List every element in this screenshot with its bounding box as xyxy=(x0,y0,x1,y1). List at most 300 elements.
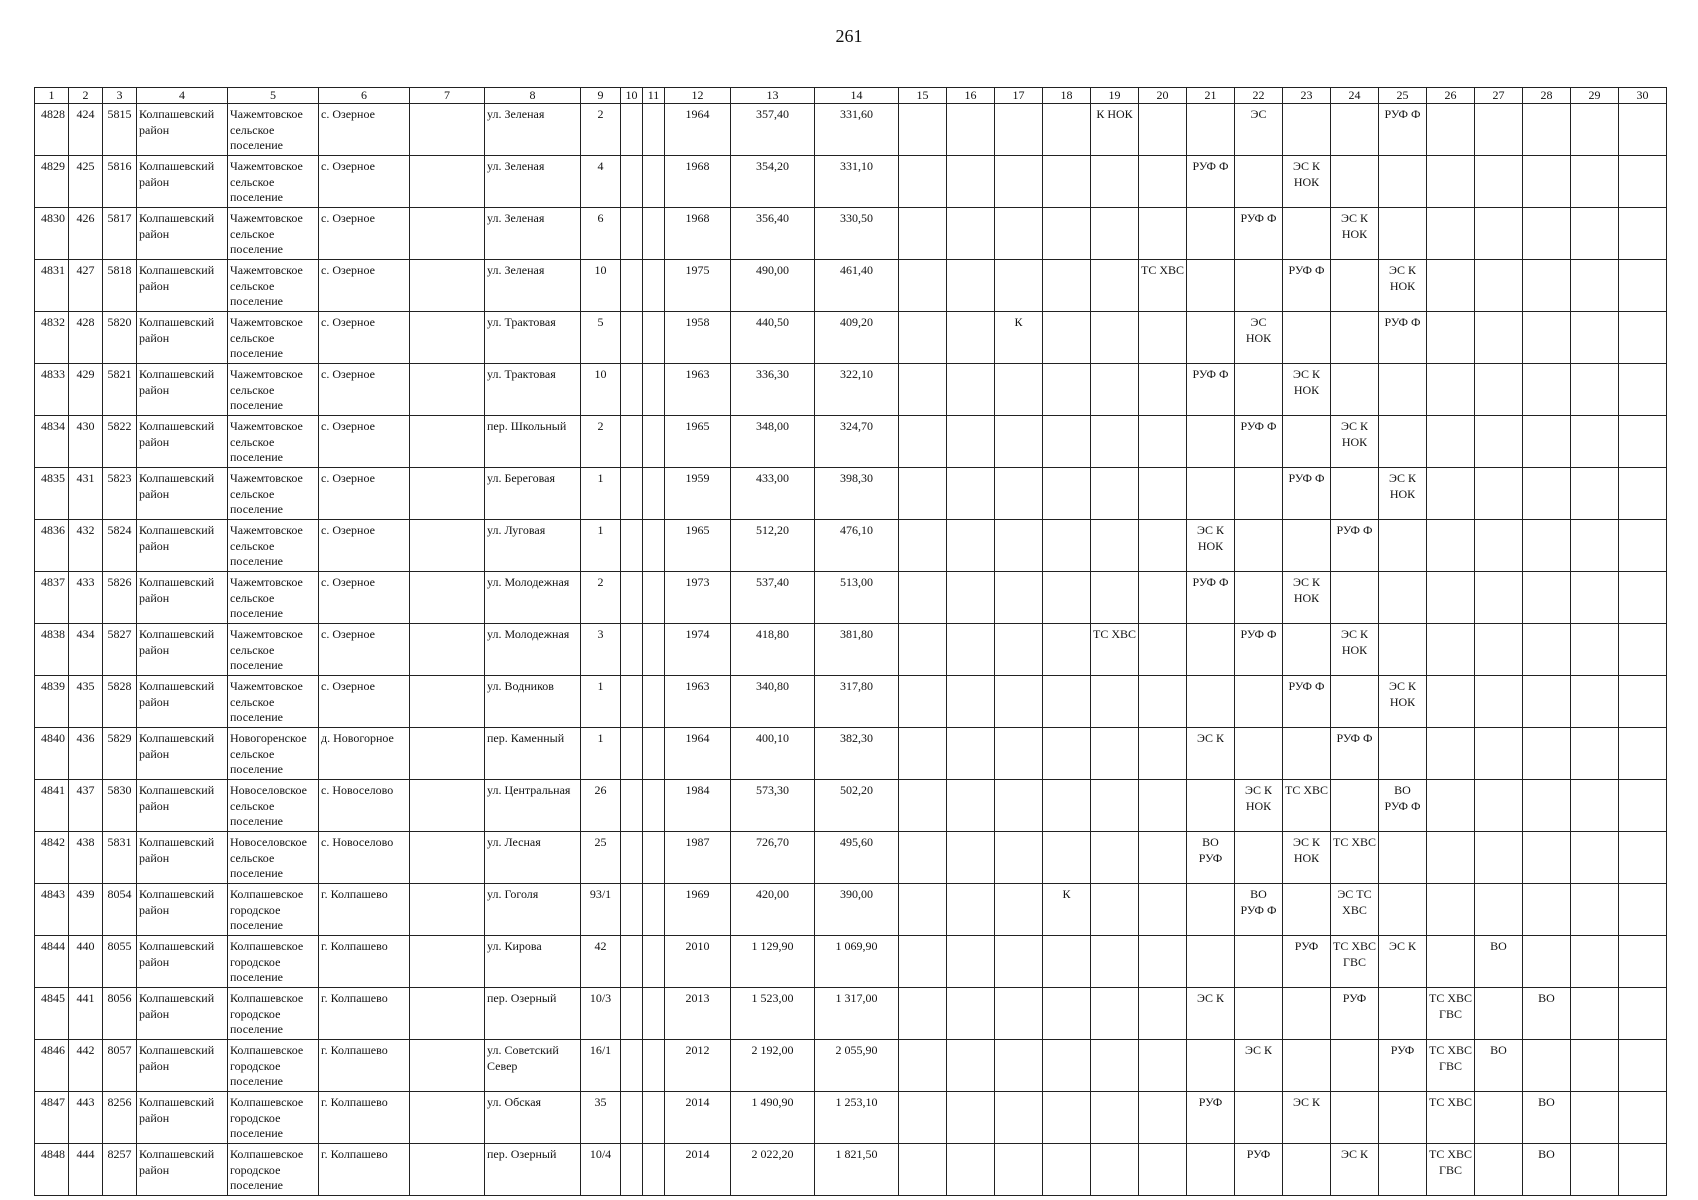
table-cell-col-9: 10/4 xyxy=(581,1144,621,1196)
table-cell-col-20 xyxy=(1139,884,1187,936)
table-cell-col-17 xyxy=(995,1092,1043,1144)
table-row xyxy=(35,988,1667,1040)
table-cell-col-3: 5831 xyxy=(103,832,137,884)
table-cell-col-23: РУФ Ф xyxy=(1283,260,1331,312)
table-cell-col-27 xyxy=(1475,312,1523,364)
table-row xyxy=(35,1092,1667,1144)
table-cell-col-5: Чажемтовское сельское поселение xyxy=(228,624,319,676)
registry-table-container xyxy=(34,87,1666,1196)
table-cell-col-3: 8055 xyxy=(103,936,137,988)
table-cell-col-16 xyxy=(947,1092,995,1144)
table-cell-col-11 xyxy=(643,468,665,520)
table-cell-col-29 xyxy=(1571,416,1619,468)
table-cell-col-14: 381,80 xyxy=(815,624,899,676)
table-cell-col-30 xyxy=(1619,312,1667,364)
table-cell-col-20 xyxy=(1139,208,1187,260)
table-row xyxy=(35,936,1667,988)
table-cell-col-9: 2 xyxy=(581,104,621,156)
table-cell-col-22 xyxy=(1235,728,1283,780)
table-cell-col-28 xyxy=(1523,104,1571,156)
table-cell-col-21: ЭС К xyxy=(1187,728,1235,780)
table-cell-col-3: 5828 xyxy=(103,676,137,728)
table-cell-col-21 xyxy=(1187,884,1235,936)
table-cell-col-16 xyxy=(947,832,995,884)
table-cell-col-1: 4837 xyxy=(35,572,69,624)
table-row xyxy=(35,364,1667,416)
table-cell-col-25: ЭС К НОК xyxy=(1379,260,1427,312)
table-cell-col-27 xyxy=(1475,520,1523,572)
column-header-30: 30 xyxy=(1619,88,1667,104)
table-cell-col-22 xyxy=(1235,832,1283,884)
table-cell-col-17 xyxy=(995,364,1043,416)
table-cell-col-7 xyxy=(410,1040,485,1092)
table-cell-col-21 xyxy=(1187,416,1235,468)
table-cell-col-28: ВО xyxy=(1523,988,1571,1040)
table-cell-col-17 xyxy=(995,676,1043,728)
column-header-20: 20 xyxy=(1139,88,1187,104)
table-cell-col-6: с. Новоселово xyxy=(319,832,410,884)
table-cell-col-22: ЭС К xyxy=(1235,1040,1283,1092)
table-cell-col-19 xyxy=(1091,1040,1139,1092)
table-cell-col-30 xyxy=(1619,416,1667,468)
table-cell-col-26 xyxy=(1427,780,1475,832)
table-cell-col-22: РУФ Ф xyxy=(1235,624,1283,676)
table-cell-col-21 xyxy=(1187,780,1235,832)
table-cell-col-1: 4832 xyxy=(35,312,69,364)
table-cell-col-11 xyxy=(643,832,665,884)
table-cell-col-20 xyxy=(1139,104,1187,156)
column-header-24: 24 xyxy=(1331,88,1379,104)
table-cell-col-21 xyxy=(1187,104,1235,156)
table-cell-col-3: 8256 xyxy=(103,1092,137,1144)
table-cell-col-18 xyxy=(1043,208,1091,260)
table-cell-col-15 xyxy=(899,624,947,676)
table-cell-col-5: Чажемтовское сельское поселение xyxy=(228,208,319,260)
table-cell-col-28 xyxy=(1523,572,1571,624)
table-cell-col-21 xyxy=(1187,936,1235,988)
table-cell-col-20 xyxy=(1139,1040,1187,1092)
table-cell-col-15 xyxy=(899,520,947,572)
table-cell-col-24: ЭС К НОК xyxy=(1331,416,1379,468)
table-body xyxy=(35,104,1667,1196)
table-cell-col-17 xyxy=(995,832,1043,884)
table-row xyxy=(35,104,1667,156)
table-cell-col-7 xyxy=(410,260,485,312)
table-cell-col-18 xyxy=(1043,572,1091,624)
table-cell-col-13: 356,40 xyxy=(731,208,815,260)
table-cell-col-19 xyxy=(1091,364,1139,416)
table-cell-col-26 xyxy=(1427,104,1475,156)
table-cell-col-19 xyxy=(1091,1144,1139,1196)
table-cell-col-2: 441 xyxy=(69,988,103,1040)
table-cell-col-17 xyxy=(995,728,1043,780)
table-cell-col-20 xyxy=(1139,780,1187,832)
table-cell-col-16 xyxy=(947,156,995,208)
table-cell-col-20 xyxy=(1139,312,1187,364)
table-cell-col-12: 1968 xyxy=(665,208,731,260)
table-cell-col-27 xyxy=(1475,468,1523,520)
table-cell-col-24 xyxy=(1331,156,1379,208)
table-cell-col-28 xyxy=(1523,936,1571,988)
table-cell-col-14: 1 317,00 xyxy=(815,988,899,1040)
table-cell-col-14: 322,10 xyxy=(815,364,899,416)
table-cell-col-12: 1968 xyxy=(665,156,731,208)
table-cell-col-29 xyxy=(1571,728,1619,780)
table-cell-col-26 xyxy=(1427,676,1475,728)
table-cell-col-9: 4 xyxy=(581,156,621,208)
column-header-21: 21 xyxy=(1187,88,1235,104)
table-cell-col-8: ул. Обская xyxy=(485,1092,581,1144)
table-cell-col-17 xyxy=(995,624,1043,676)
table-cell-col-22 xyxy=(1235,364,1283,416)
table-cell-col-9: 6 xyxy=(581,208,621,260)
table-cell-col-10 xyxy=(621,676,643,728)
table-cell-col-18 xyxy=(1043,988,1091,1040)
table-cell-col-26 xyxy=(1427,884,1475,936)
table-cell-col-9: 1 xyxy=(581,468,621,520)
table-cell-col-2: 433 xyxy=(69,572,103,624)
table-cell-col-17 xyxy=(995,520,1043,572)
table-cell-col-27 xyxy=(1475,676,1523,728)
table-cell-col-8: пер. Озерный xyxy=(485,988,581,1040)
table-cell-col-7 xyxy=(410,104,485,156)
table-cell-col-12: 1965 xyxy=(665,416,731,468)
table-cell-col-16 xyxy=(947,260,995,312)
table-cell-col-18 xyxy=(1043,364,1091,416)
table-cell-col-16 xyxy=(947,676,995,728)
table-cell-col-6: г. Колпашево xyxy=(319,936,410,988)
table-cell-col-29 xyxy=(1571,364,1619,416)
table-cell-col-7 xyxy=(410,988,485,1040)
table-cell-col-11 xyxy=(643,572,665,624)
table-cell-col-9: 35 xyxy=(581,1092,621,1144)
table-cell-col-11 xyxy=(643,1040,665,1092)
table-cell-col-21 xyxy=(1187,624,1235,676)
table-cell-col-26 xyxy=(1427,364,1475,416)
table-cell-col-21: ВО РУФ xyxy=(1187,832,1235,884)
table-cell-col-10 xyxy=(621,988,643,1040)
table-cell-col-20 xyxy=(1139,936,1187,988)
table-cell-col-14: 331,60 xyxy=(815,104,899,156)
table-cell-col-2: 439 xyxy=(69,884,103,936)
table-cell-col-19 xyxy=(1091,676,1139,728)
table-cell-col-23: РУФ xyxy=(1283,936,1331,988)
table-cell-col-17: К xyxy=(995,312,1043,364)
table-cell-col-9: 10 xyxy=(581,260,621,312)
table-cell-col-27 xyxy=(1475,104,1523,156)
table-cell-col-27: ВО xyxy=(1475,1040,1523,1092)
table-cell-col-6: г. Колпашево xyxy=(319,988,410,1040)
column-header-6: 6 xyxy=(319,88,410,104)
table-cell-col-9: 2 xyxy=(581,572,621,624)
table-cell-col-9: 1 xyxy=(581,520,621,572)
table-cell-col-29 xyxy=(1571,468,1619,520)
table-cell-col-14: 330,50 xyxy=(815,208,899,260)
table-cell-col-9: 42 xyxy=(581,936,621,988)
table-cell-col-30 xyxy=(1619,1092,1667,1144)
table-cell-col-24: ТС ХВС ГВС xyxy=(1331,936,1379,988)
table-cell-col-12: 1959 xyxy=(665,468,731,520)
table-cell-col-20 xyxy=(1139,728,1187,780)
table-cell-col-5: Колпашевское городское поселение xyxy=(228,1092,319,1144)
column-number-header-row xyxy=(35,88,1667,104)
table-cell-col-23 xyxy=(1283,988,1331,1040)
table-cell-col-6: с. Озерное xyxy=(319,156,410,208)
table-cell-col-1: 4840 xyxy=(35,728,69,780)
table-cell-col-21 xyxy=(1187,260,1235,312)
table-cell-col-29 xyxy=(1571,624,1619,676)
table-cell-col-4: Колпашевский район xyxy=(137,1092,228,1144)
table-cell-col-4: Колпашевский район xyxy=(137,728,228,780)
table-cell-col-10 xyxy=(621,1144,643,1196)
table-cell-col-14: 2 055,90 xyxy=(815,1040,899,1092)
table-cell-col-28: ВО xyxy=(1523,1144,1571,1196)
table-cell-col-21 xyxy=(1187,676,1235,728)
table-cell-col-5: Чажемтовское сельское поселение xyxy=(228,520,319,572)
table-cell-col-12: 2013 xyxy=(665,988,731,1040)
table-cell-col-29 xyxy=(1571,1092,1619,1144)
table-cell-col-1: 4844 xyxy=(35,936,69,988)
table-cell-col-24 xyxy=(1331,1040,1379,1092)
table-cell-col-18 xyxy=(1043,260,1091,312)
table-cell-col-8: ул. Зеленая xyxy=(485,104,581,156)
table-cell-col-24 xyxy=(1331,364,1379,416)
table-cell-col-4: Колпашевский район xyxy=(137,624,228,676)
table-cell-col-17 xyxy=(995,572,1043,624)
table-cell-col-9: 1 xyxy=(581,676,621,728)
table-cell-col-1: 4835 xyxy=(35,468,69,520)
table-cell-col-26 xyxy=(1427,728,1475,780)
table-cell-col-14: 476,10 xyxy=(815,520,899,572)
table-cell-col-17 xyxy=(995,1040,1043,1092)
table-cell-col-7 xyxy=(410,728,485,780)
table-cell-col-29 xyxy=(1571,104,1619,156)
table-cell-col-23: ЭС К НОК xyxy=(1283,832,1331,884)
table-cell-col-14: 382,30 xyxy=(815,728,899,780)
table-cell-col-2: 438 xyxy=(69,832,103,884)
table-cell-col-30 xyxy=(1619,364,1667,416)
table-cell-col-26: ТС ХВС ГВС xyxy=(1427,988,1475,1040)
table-cell-col-18 xyxy=(1043,416,1091,468)
table-cell-col-21: РУФ Ф xyxy=(1187,364,1235,416)
table-cell-col-9: 10 xyxy=(581,364,621,416)
table-cell-col-29 xyxy=(1571,832,1619,884)
table-cell-col-30 xyxy=(1619,988,1667,1040)
table-cell-col-1: 4829 xyxy=(35,156,69,208)
table-cell-col-12: 2012 xyxy=(665,1040,731,1092)
table-cell-col-10 xyxy=(621,624,643,676)
table-cell-col-2: 435 xyxy=(69,676,103,728)
table-cell-col-9: 25 xyxy=(581,832,621,884)
table-cell-col-26 xyxy=(1427,312,1475,364)
table-cell-col-22: РУФ xyxy=(1235,1144,1283,1196)
table-cell-col-4: Колпашевский район xyxy=(137,988,228,1040)
table-row xyxy=(35,468,1667,520)
table-cell-col-17 xyxy=(995,780,1043,832)
table-cell-col-10 xyxy=(621,208,643,260)
table-cell-col-20 xyxy=(1139,1092,1187,1144)
column-header-3: 3 xyxy=(103,88,137,104)
table-cell-col-19 xyxy=(1091,156,1139,208)
table-cell-col-30 xyxy=(1619,468,1667,520)
table-cell-col-16 xyxy=(947,104,995,156)
table-cell-col-13: 354,20 xyxy=(731,156,815,208)
table-cell-col-13: 348,00 xyxy=(731,416,815,468)
table-cell-col-29 xyxy=(1571,936,1619,988)
table-cell-col-11 xyxy=(643,520,665,572)
table-cell-col-7 xyxy=(410,780,485,832)
table-cell-col-25: РУФ xyxy=(1379,1040,1427,1092)
table-cell-col-10 xyxy=(621,416,643,468)
table-cell-col-14: 390,00 xyxy=(815,884,899,936)
table-cell-col-2: 430 xyxy=(69,416,103,468)
table-cell-col-29 xyxy=(1571,156,1619,208)
column-header-9: 9 xyxy=(581,88,621,104)
table-cell-col-23: ЭС К xyxy=(1283,1092,1331,1144)
table-cell-col-28 xyxy=(1523,624,1571,676)
table-cell-col-23 xyxy=(1283,312,1331,364)
table-cell-col-12: 1965 xyxy=(665,520,731,572)
table-cell-col-11 xyxy=(643,780,665,832)
table-cell-col-13: 726,70 xyxy=(731,832,815,884)
table-cell-col-17 xyxy=(995,156,1043,208)
table-cell-col-16 xyxy=(947,1040,995,1092)
table-cell-col-27 xyxy=(1475,988,1523,1040)
table-cell-col-26 xyxy=(1427,468,1475,520)
table-cell-col-13: 336,30 xyxy=(731,364,815,416)
table-cell-col-18 xyxy=(1043,936,1091,988)
table-cell-col-6: с. Озерное xyxy=(319,676,410,728)
table-cell-col-22 xyxy=(1235,676,1283,728)
table-cell-col-8: ул. Центральная xyxy=(485,780,581,832)
table-cell-col-8: ул. Кирова xyxy=(485,936,581,988)
table-cell-col-15 xyxy=(899,832,947,884)
table-cell-col-19 xyxy=(1091,988,1139,1040)
table-cell-col-25: ЭС К xyxy=(1379,936,1427,988)
column-header-27: 27 xyxy=(1475,88,1523,104)
table-cell-col-6: с. Озерное xyxy=(319,104,410,156)
table-cell-col-29 xyxy=(1571,208,1619,260)
table-cell-col-19 xyxy=(1091,312,1139,364)
table-cell-col-12: 1984 xyxy=(665,780,731,832)
table-cell-col-13: 440,50 xyxy=(731,312,815,364)
table-cell-col-27 xyxy=(1475,156,1523,208)
table-cell-col-16 xyxy=(947,624,995,676)
table-row xyxy=(35,1040,1667,1092)
table-cell-col-24: ЭС К xyxy=(1331,1144,1379,1196)
table-row xyxy=(35,520,1667,572)
table-cell-col-8: ул. Молодежная xyxy=(485,572,581,624)
table-cell-col-4: Колпашевский район xyxy=(137,520,228,572)
table-cell-col-8: пер. Озерный xyxy=(485,1144,581,1196)
table-cell-col-6: с. Озерное xyxy=(319,416,410,468)
table-cell-col-29 xyxy=(1571,520,1619,572)
table-cell-col-1: 4836 xyxy=(35,520,69,572)
table-cell-col-24: РУФ Ф xyxy=(1331,728,1379,780)
table-cell-col-4: Колпашевский район xyxy=(137,832,228,884)
table-cell-col-25 xyxy=(1379,156,1427,208)
table-cell-col-10 xyxy=(621,156,643,208)
table-cell-col-6: г. Колпашево xyxy=(319,1144,410,1196)
table-cell-col-11 xyxy=(643,1092,665,1144)
table-cell-col-20 xyxy=(1139,624,1187,676)
column-header-15: 15 xyxy=(899,88,947,104)
table-cell-col-14: 513,00 xyxy=(815,572,899,624)
table-row xyxy=(35,676,1667,728)
table-cell-col-10 xyxy=(621,520,643,572)
table-cell-col-28 xyxy=(1523,832,1571,884)
table-cell-col-13: 573,30 xyxy=(731,780,815,832)
table-cell-col-7 xyxy=(410,156,485,208)
table-cell-col-7 xyxy=(410,676,485,728)
table-cell-col-13: 1 129,90 xyxy=(731,936,815,988)
table-cell-col-14: 317,80 xyxy=(815,676,899,728)
table-cell-col-17 xyxy=(995,1144,1043,1196)
registry-table xyxy=(34,87,1667,1196)
table-cell-col-26 xyxy=(1427,156,1475,208)
column-header-10: 10 xyxy=(621,88,643,104)
table-cell-col-13: 420,00 xyxy=(731,884,815,936)
table-cell-col-13: 1 523,00 xyxy=(731,988,815,1040)
table-cell-col-13: 537,40 xyxy=(731,572,815,624)
table-cell-col-23: ЭС К НОК xyxy=(1283,156,1331,208)
table-cell-col-1: 4831 xyxy=(35,260,69,312)
table-cell-col-15 xyxy=(899,1092,947,1144)
table-cell-col-30 xyxy=(1619,624,1667,676)
table-cell-col-20 xyxy=(1139,1144,1187,1196)
table-cell-col-4: Колпашевский район xyxy=(137,260,228,312)
table-cell-col-16 xyxy=(947,416,995,468)
table-cell-col-8: ул. Луговая xyxy=(485,520,581,572)
table-cell-col-14: 495,60 xyxy=(815,832,899,884)
table-cell-col-30 xyxy=(1619,1144,1667,1196)
table-cell-col-15 xyxy=(899,364,947,416)
table-cell-col-18 xyxy=(1043,780,1091,832)
table-cell-col-8: ул. Зеленая xyxy=(485,208,581,260)
table-row xyxy=(35,416,1667,468)
table-cell-col-27: ВО xyxy=(1475,936,1523,988)
table-cell-col-15 xyxy=(899,260,947,312)
table-cell-col-5: Чажемтовское сельское поселение xyxy=(228,104,319,156)
column-header-8: 8 xyxy=(485,88,581,104)
table-row xyxy=(35,832,1667,884)
table-row xyxy=(35,884,1667,936)
table-cell-col-16 xyxy=(947,364,995,416)
table-cell-col-5: Чажемтовское сельское поселение xyxy=(228,416,319,468)
table-row xyxy=(35,312,1667,364)
column-header-14: 14 xyxy=(815,88,899,104)
table-cell-col-26 xyxy=(1427,572,1475,624)
table-cell-col-25 xyxy=(1379,884,1427,936)
table-cell-col-14: 1 253,10 xyxy=(815,1092,899,1144)
table-cell-col-2: 443 xyxy=(69,1092,103,1144)
table-cell-col-22 xyxy=(1235,260,1283,312)
table-cell-col-5: Новоселовское сельское поселение xyxy=(228,780,319,832)
table-cell-col-28 xyxy=(1523,208,1571,260)
table-cell-col-19 xyxy=(1091,520,1139,572)
table-cell-col-24 xyxy=(1331,260,1379,312)
table-cell-col-23 xyxy=(1283,208,1331,260)
table-cell-col-27 xyxy=(1475,416,1523,468)
table-cell-col-21 xyxy=(1187,1040,1235,1092)
table-cell-col-23: ЭС К НОК xyxy=(1283,364,1331,416)
table-cell-col-6: с. Озерное xyxy=(319,624,410,676)
table-cell-col-25 xyxy=(1379,624,1427,676)
table-cell-col-5: Чажемтовское сельское поселение xyxy=(228,364,319,416)
table-cell-col-22 xyxy=(1235,520,1283,572)
table-cell-col-15 xyxy=(899,1040,947,1092)
table-cell-col-16 xyxy=(947,780,995,832)
